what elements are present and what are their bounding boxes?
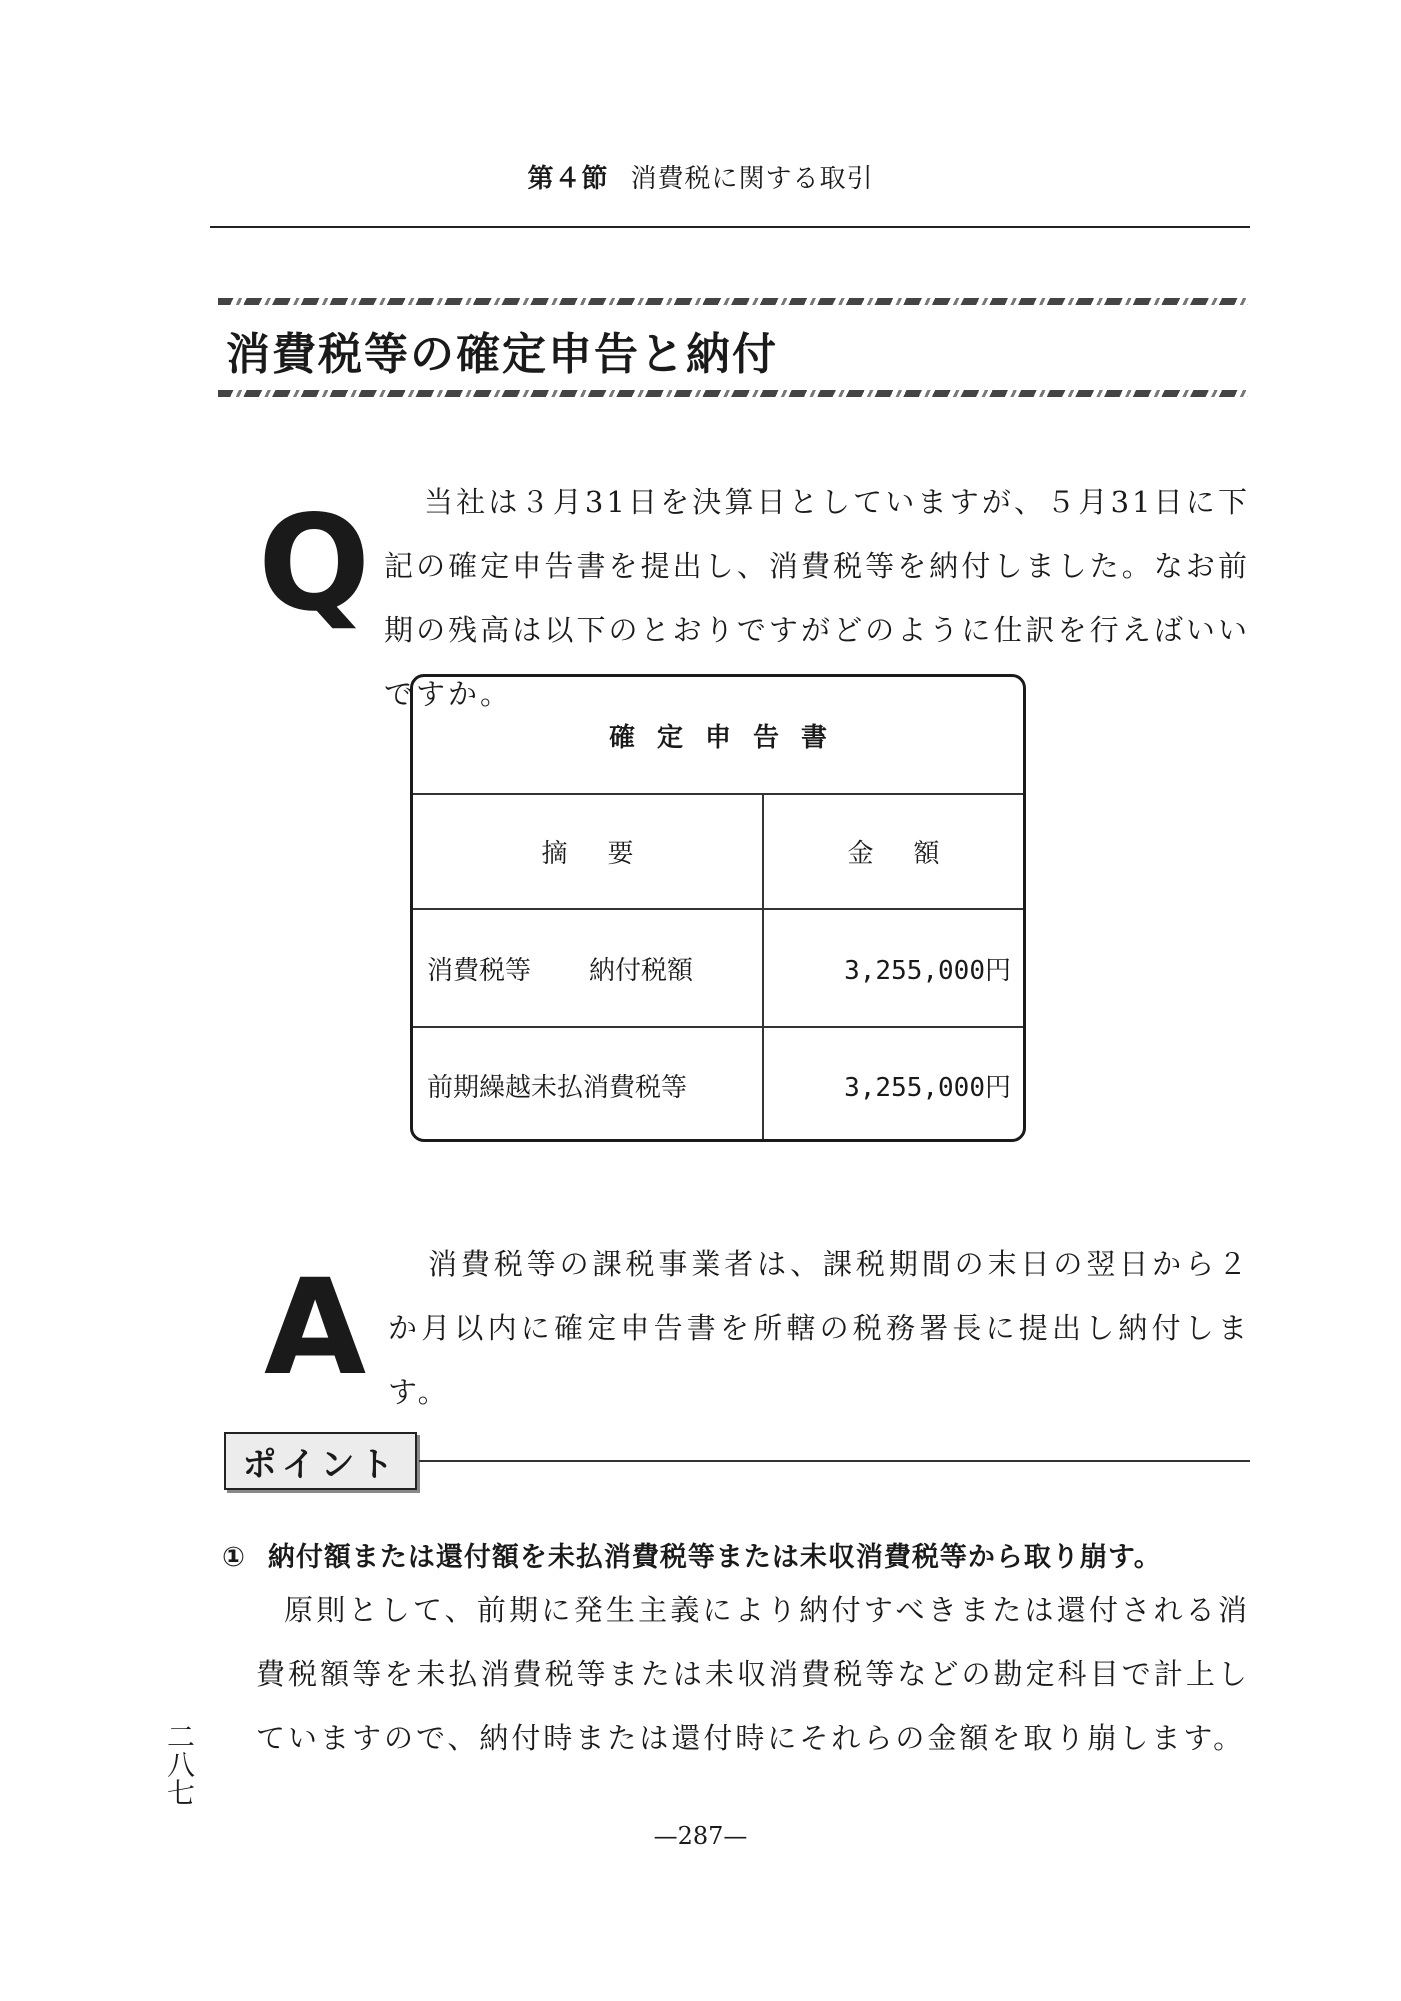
- title-top-border: [218, 298, 1248, 305]
- declaration-title: 確定申告書: [413, 677, 1023, 795]
- point-label: ポイント: [224, 1432, 417, 1490]
- question-letter: Q: [258, 487, 371, 641]
- title-bottom-border: [218, 390, 1248, 397]
- point-item-text: 原則として、前期に発生主義により納付すべきまたは還付される消費税額等を未払消費税等または未収消費税等などの勘定科目で計上していますので、納付時または還付時にそれらの金額を取り崩します。: [256, 1593, 1250, 1755]
- row-amount: 3,255,000円: [844, 1072, 1011, 1103]
- table-row: [413, 910, 1023, 1028]
- row-amount: 3,255,000円: [844, 955, 1011, 986]
- header-divider: [210, 226, 1250, 228]
- point-divider: [419, 1460, 1250, 1462]
- question-text: 当社は３月31日を決算日としていますが、５月31日に下記の確定申告書を提出し、消費税等を納付しました。なお前期の残高は以下のとおりですがどのように仕訳を行えばいいですか。: [384, 485, 1250, 711]
- declaration-header-row: [413, 795, 1023, 910]
- running-header: [0, 158, 1401, 195]
- page-number: —287—: [653, 1822, 748, 1850]
- point-item-number: ①: [222, 1542, 246, 1573]
- section-title: 消費税に関する取引: [630, 164, 874, 194]
- answer-text: 消費税等の課税事業者は、課税期間の末日の翌日から２か月以内に確定申告書を所轄の税務署長に提出し納付します。: [388, 1247, 1250, 1409]
- declaration-table: [410, 674, 1026, 1142]
- answer-letter: A: [264, 1251, 367, 1405]
- page-number-kanji: 二八七: [163, 1722, 196, 1806]
- header-description: 摘要: [413, 795, 764, 908]
- row-description: 消費税等 納付税額: [413, 910, 764, 1026]
- section-number: 第４節: [527, 164, 609, 194]
- table-row: [413, 1028, 1023, 1142]
- point-item-heading: [222, 1535, 1162, 1574]
- point-item-heading-text: 納付額または還付額を未払消費税等または未収消費税等から取り崩す。: [267, 1542, 1162, 1573]
- header-amount: 金額: [847, 839, 980, 869]
- page-title: 消費税等の確定申告と納付: [226, 329, 778, 380]
- row-description: 前期繰越未払消費税等: [413, 1028, 764, 1142]
